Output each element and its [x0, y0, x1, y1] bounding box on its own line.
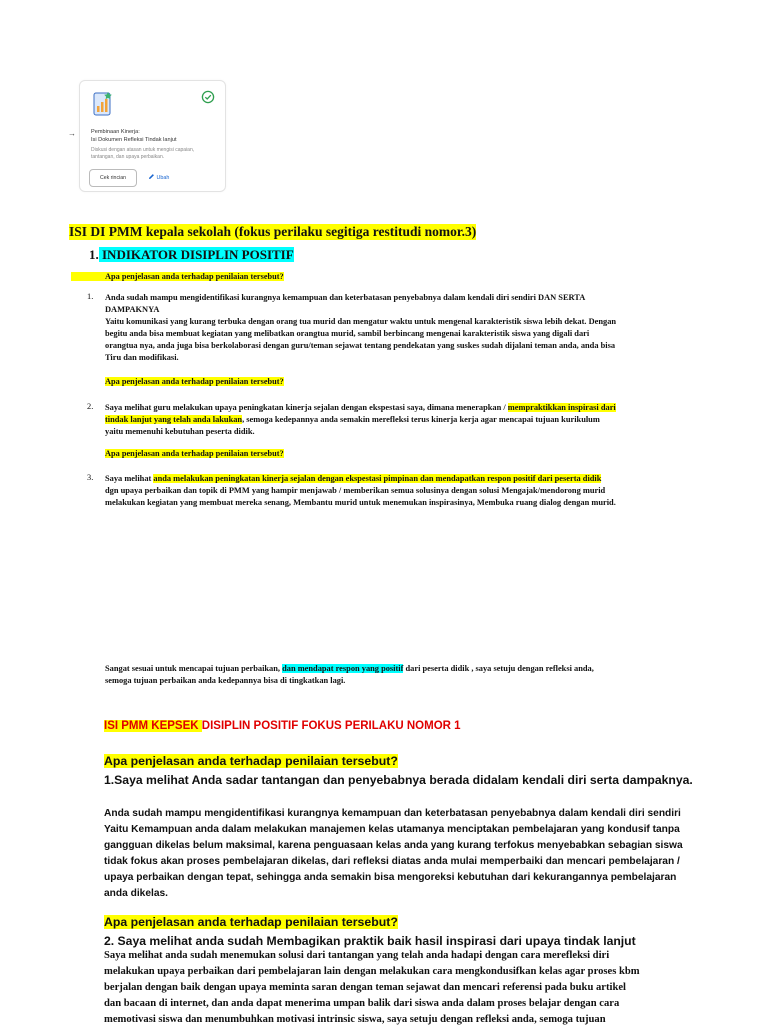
section2-point1: 1.Saya melihat Anda sadar tantangan dan penyebabnya berada didalam kendali diri serta dampaknya.	[104, 773, 693, 787]
detail-button[interactable]: Cek rincian	[89, 169, 137, 187]
question-label: Apa penjelasan anda terhadap penilaian tersebut?	[71, 272, 284, 281]
section2-paragraph2: Saya melihat anda sudah menemukan solusi dari tantangan yang telah anda hadapi dengan cara merefleksi diri melakukan upaya perbaikan dari pembelajaran lain dengan melakukan cara mengkondusifkan kelas agar proses kbm berjalan dengan baik dengan upaya meminta saran dengan teman sejawat dan mencari referensi pada buku artikel dan bacaan di internet, dan anda dapat menerima umpan balik dari siswa anda dalam proses belajar dengan cara memotivasi siswa dan menumbuhkan motivasi intrinsic siswa, saya setuju dengan refleksi anda, semoga tujuan	[104, 950, 640, 1025]
item-number: 1.	[87, 292, 94, 301]
closing-text: Sangat sesuai untuk mencapai tujuan perbaikan, dan mendapat respon yang positif dari peserta didik , saya setuju dengan refleksi anda, semoga tujuan perbaikan anda kedepannya bisa di tingkatkan lagi.	[105, 664, 594, 685]
section2-question: Apa penjelasan anda terhadap penilaian tersebut?	[104, 754, 398, 768]
pencil-icon	[148, 173, 155, 180]
question-label: Apa penjelasan anda terhadap penilaian tersebut?	[105, 377, 284, 386]
question-label: Apa penjelasan anda terhadap penilaian tersebut?	[105, 449, 284, 458]
section2-point2: 2. Saya melihat anda sudah Membagikan praktik baik hasil inspirasi dari upaya tindak lanjut	[104, 934, 636, 948]
check-circle-icon	[201, 90, 215, 104]
card-title: Pembinaan Kinerja: Isi Dokumen Refleksi Tindak lanjut	[91, 129, 177, 143]
item-1-text: Anda sudah mampu mengidentifikasi kurangnya kemampuan dan keterbatasan penyebabnya dalam kendali diri sendiri DAN SERTA DAMPAKNYA Yaitu komunikasi yang kurang terbuka dengan orang tua murid dan mengatur waktu untuk mengenal karakteristik siswa lebih dekat. Dengan begitu anda bisa membuat kegiatan yang melibatkan orangtua murid, sambil berbincang mengenai karakteristik siswa yang digali dari orangtua nya, anda juga bisa berkolaborasi dengan guru/teman sejawat tentang pendekatan yang suskes sudah dijalani teman anda, anda bisa Tiru dan modifikasi.	[105, 293, 617, 362]
edit-link[interactable]: Ubah	[148, 173, 169, 181]
item-number: 3.	[87, 473, 94, 482]
section2-title: ISI PMM KEPSEK DISIPLIN POSITIF FOKUS PERILAKU NOMOR 1	[104, 720, 461, 732]
document-title: ISI DI PMM kepala sekolah (fokus perilaku segitiga restitudi nomor.3)	[69, 224, 477, 239]
indicator-heading: 1. INDIKATOR DISIPLIN POSITIF	[89, 247, 294, 262]
section2-paragraph1: Anda sudah mampu mengidentifikasi kurangnya kemampuan dan keterbatasan penyebabnya dalam kendali diri sendiri Yaitu Kemampuan anda dalam melakukan manajemen kelas utamanya menciptakan pembelajaran yang kondusif tanpa gangguan dikelas belum maksimal, karena penguasaan kelas anda yang kurang terfokus menyebabkan sebagian siswa tidak fokus akan proses pembelajaran dikelas, dari refleksi diatas anda mulai memperbaiki dan mencari pembelajaran / upaya perbaikan dengan tepat, sehingga anda semakin bisa mengoreksi kebutuhan dari kekurangannya pembelajaran anda dikelas.	[104, 808, 683, 899]
card-description: Diskusi dengan atasan untuk mengisi capaian, tantangan, dan upaya perbaikan.	[91, 147, 195, 160]
section2-question2: Apa penjelasan anda terhadap penilaian tersebut?	[104, 915, 398, 929]
item-2-text: Saya melihat guru melakukan upaya peningkatan kinerja sejalan dengan ekspestasi saya, dimana menerapkan / mempraktikkan inspirasi dari tindak lanjut yang telah anda lakukan, semoga kedepannya anda semakin merefleksi terus kinerja kerja agar mencapai tujuan kurikulum yaitu memenuhi kebutuhan peserta didik.	[105, 403, 616, 436]
item-number: 2.	[87, 402, 94, 411]
performance-card	[79, 80, 226, 192]
arrow-right-icon: →	[68, 129, 76, 138]
item-3-text: Saya melihat anda melakukan peningkatan kinerja sejalan dengan ekspestasi pimpinan dan mendapatkan respon positif dari peserta didik dgn upaya perbaikan dan topik di PMM yang hampir menjawab / memberikan semua solusinya dengan solusi Mengajak/mendorong murid melakukan kegiatan yang membuat mereka senang, Membantu murid untuk menemukan inspirasinya, Membuka ruang dialog dengan murid.	[105, 474, 616, 507]
document-chart-icon	[92, 90, 114, 118]
